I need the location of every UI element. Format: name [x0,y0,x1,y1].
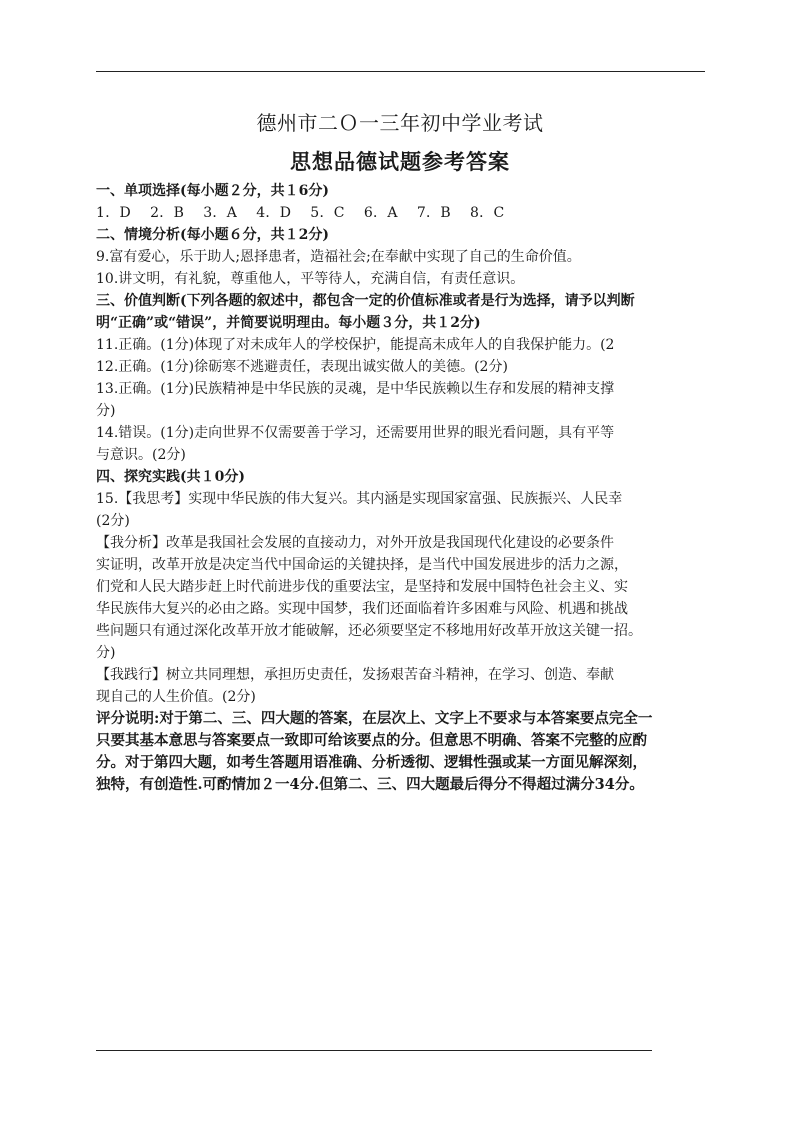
answer-line: 12.正确。(1分)徐砺寒不逃避责任，表现出诚实做人的美德。(2分) [96,359,508,375]
answer-line: 华民族伟大复兴的必由之路。实现中国梦，我们还面临着许多困难与风险、机遇和挑战 [96,601,628,617]
answer-line: 们党和人民大踏步赶上时代前进步伐的重要法宝，是坚持和发展中国特色社会主义、实 [96,579,628,595]
answer-line: 些问题只有通过深化改革开放才能破解，还必须要坚定不移地用好改革开放这关键一招。 [96,623,642,639]
answer-line: 10.讲文明，有礼貌，尊重他人，平等待人，充满自信，有责任意识。 [96,271,525,287]
answer-line: 【我分析】改革是我国社会发展的直接动力，对外开放是我国现代化建设的必要条件 [96,535,614,551]
answer-line: 11.正确。(1分)体现了对未成年人的学校保护，能提高未成年人的自我保护能力。(2 [96,337,615,353]
answer-line: 实证明，改革开放是决定当代中国命运的关键抉择，是当代中国发展进步的活力之源， [96,557,628,573]
answer-line: (2分) [96,513,130,529]
section-heading: 一、单项选择(每小题２分，共１6分) [96,183,329,199]
answer-line: 14.错误。(1分)走向世界不仅需要善于学习，还需要用世界的眼光看问题，具有平等 [96,425,615,441]
section-heading: 二、情境分析(每小题６分，共１2分) [96,227,329,243]
answer-body [96,180,656,796]
answer-line: 15.【我思考】实现中华民族的伟大复兴。其内涵是实现国家富强、民族振兴、人民幸 [96,491,623,507]
answer-line: 分) [96,645,116,661]
scoring-note: 独特，有创造性.可酌情加２一4分.但第二、三、四大题最后得分不得超过满分34分。 [96,776,644,793]
footer-rule [96,1050,652,1051]
section-heading: 明“正确”或“错误”，并简要说明理由。每小题３分，共１2分) [96,315,481,331]
scoring-note: 只要其基本意思与答案要点一致即可给该要点的分。但意思不明确、答案不完整的应酌 [96,732,647,749]
answer-key-title: 思想品德试题参考答案 [290,149,510,174]
exam-title: 德州市二Ｏ一三年初中学业考试 [256,111,544,135]
answer-line: 9.富有爱心，乐于助人;恩择患者，造福社会;在奉献中实现了自己的生命价值。 [96,249,581,265]
scoring-note: 分。对于第四大题，如考生答题用语准确、分析透彻、逻辑性强或某一方面见解深刻， [96,754,647,771]
answer-line: 【我践行】树立共同理想，承担历史责任，发扬艰苦奋斗精神，在学习、创造、奉献 [96,667,614,683]
header-rule [96,71,705,72]
choice-answers: 1．D 2．B 3．A 4．D 5．C 6．A 7．B 8．C [96,205,505,221]
answer-line: 13.正确。(1分)民族精神是中华民族的灵魂，是中华民族赖以生存和发展的精神支撑 [96,381,615,397]
scoring-note: 评分说明:对于第二、三、四大题的答案，在层次上、文字上不要求与本答案要点完全一 [96,710,653,727]
answer-line: 分) [96,403,116,419]
section-heading: 四、探究实践(共１0分) [96,469,245,485]
answer-line: 现自己的人生价值。(2分) [96,689,256,705]
section-heading: 三、价值判断(下列各题的叙述中，都包含一定的价值标准或者是行为选择，请予以判断 [96,293,635,309]
answer-line: 与意识。(2分) [96,447,186,463]
